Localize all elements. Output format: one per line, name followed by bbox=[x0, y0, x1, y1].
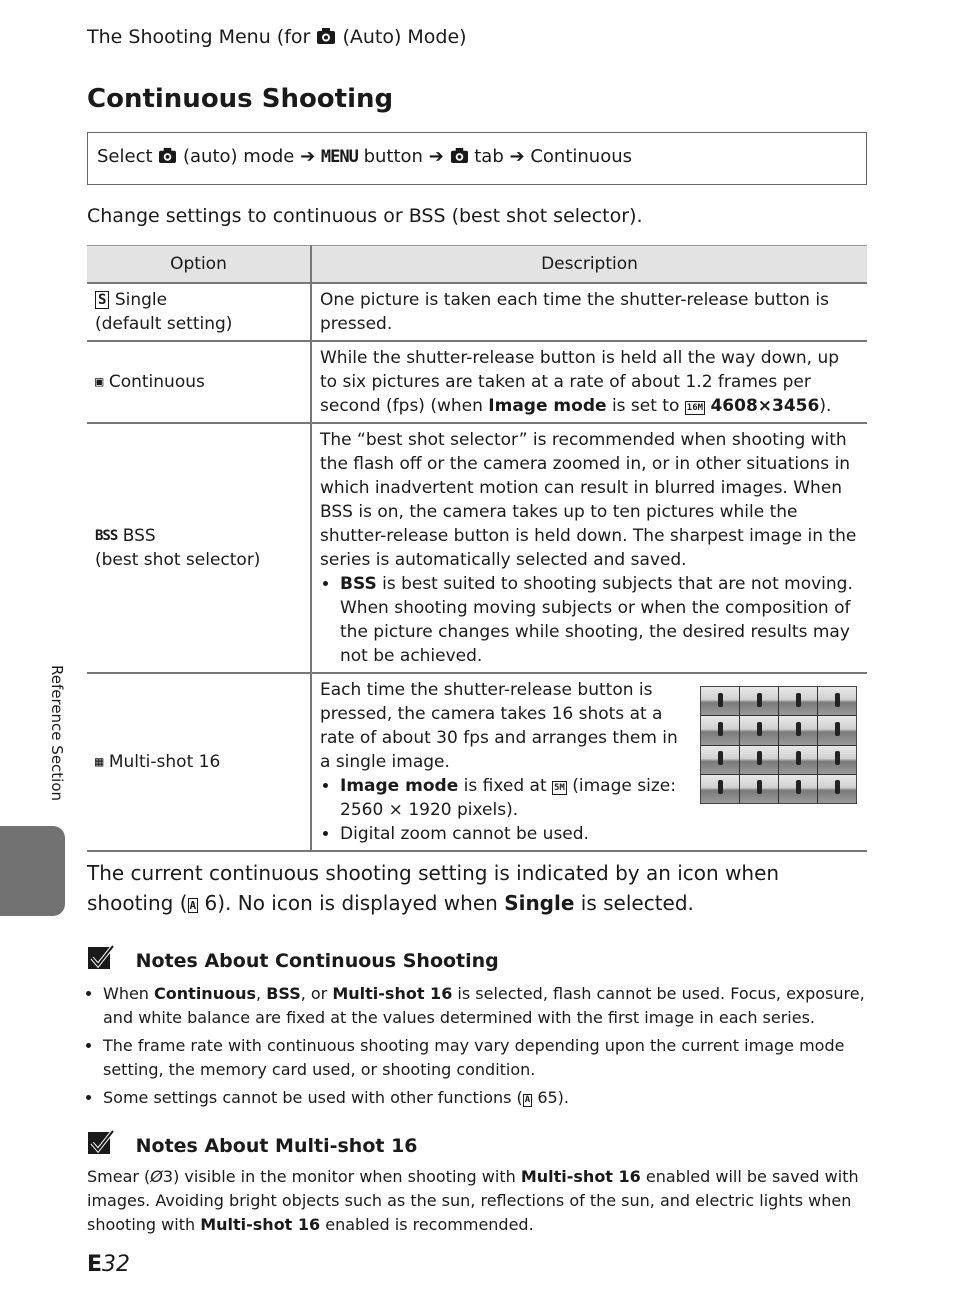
description-cell bbox=[311, 423, 867, 673]
table-row bbox=[87, 423, 867, 673]
intro-text: Change settings to continuous or BSS (best shot selector). bbox=[87, 205, 643, 227]
desc-text: is fixed at bbox=[463, 776, 547, 796]
status-text: The current continuous shooting setting is indicated by an icon when shooting ( bbox=[87, 861, 780, 915]
option-cell bbox=[87, 341, 311, 423]
path-button: button bbox=[363, 146, 423, 167]
list-item: • The frame rate with continuous shooting may vary depending upon the current image mode setting, the memory card used, or shooting condition. bbox=[103, 1034, 893, 1082]
page-number-text: 32 bbox=[102, 1252, 131, 1277]
option-sub: (default setting) bbox=[95, 314, 233, 334]
status-text: is selected. bbox=[580, 891, 694, 915]
option-sub: (best shot selector) bbox=[95, 550, 261, 570]
description-cell bbox=[311, 673, 867, 851]
menu-path-box bbox=[87, 132, 867, 185]
note-bold: Multi-shot 16 bbox=[520, 1167, 641, 1186]
desc-text: The “best shot selector” is recommended when shooting with the flash off or the camera zoomed in, or in other situations in which inadvertent motion can result in blurred images. When BSS is on, the camera takes up to ten pictures while the shutter-release button is held down. The sharpest image in the series is automatically selected and saved. bbox=[320, 430, 857, 570]
status-text: 6). No icon is displayed when bbox=[204, 891, 498, 915]
note-bold: Continuous bbox=[154, 984, 256, 1003]
header-text-before: The Shooting Menu (for bbox=[87, 26, 311, 48]
table-row bbox=[87, 283, 867, 341]
note-heading-text: Notes About Continuous Shooting bbox=[135, 950, 499, 972]
option-label: Multi-shot 16 bbox=[108, 752, 221, 772]
description-cell bbox=[311, 341, 867, 423]
note-text: Smear ( bbox=[87, 1167, 151, 1186]
desc-bold: 4608×3456 bbox=[710, 396, 820, 416]
option-label: BSS bbox=[122, 526, 156, 546]
status-bold: Single bbox=[504, 891, 575, 915]
note-text: enabled is recommended. bbox=[325, 1215, 534, 1234]
desc-text: (image size: 2560 × 1920 pixels). bbox=[340, 776, 676, 820]
smear-reference-icon: Ø bbox=[150, 1167, 163, 1186]
single-mode-icon: S bbox=[95, 291, 109, 309]
desc-bold: Image mode bbox=[340, 776, 459, 796]
desc-text: While the shutter-release button is held all the way down, up to six pictures are taken at a rate of about 1.2 frames per second (fps) (when bbox=[320, 348, 840, 416]
camera-tab-icon bbox=[450, 147, 469, 164]
desc-text: Each time the shutter-release button is pressed, the camera takes 16 shots at a rate of about 30 fps and arranges them in a single image. bbox=[320, 680, 678, 772]
note-text: When bbox=[103, 984, 149, 1003]
note-text: 3) visible in the monitor when shooting with bbox=[162, 1167, 516, 1186]
option-cell bbox=[87, 283, 311, 341]
list-item bbox=[340, 572, 859, 668]
image-size-5m-icon: 5M bbox=[554, 783, 565, 793]
list-item bbox=[340, 774, 690, 822]
path-select: Select bbox=[97, 146, 153, 167]
desc-bold: Image mode bbox=[488, 396, 607, 416]
notes-multishot-text bbox=[87, 1165, 877, 1237]
note-heading-text: Notes About Multi-shot 16 bbox=[135, 1135, 418, 1157]
bullet-list bbox=[320, 774, 690, 846]
section-tab bbox=[0, 826, 65, 916]
path-tab: tab bbox=[474, 146, 504, 167]
note-text: 65). bbox=[537, 1088, 569, 1107]
continuous-mode-icon: ▣ bbox=[95, 374, 104, 390]
header-option: Option bbox=[87, 246, 311, 284]
list-item bbox=[103, 1086, 893, 1110]
bullet-list bbox=[320, 572, 859, 668]
table-header-row bbox=[87, 246, 867, 284]
arrow-right-icon: ➔ bbox=[428, 146, 444, 167]
notes-continuous-list bbox=[87, 982, 893, 1114]
option-label: Single bbox=[114, 290, 168, 310]
check-note-icon bbox=[87, 944, 115, 972]
arrow-right-icon: ➔ bbox=[300, 146, 316, 167]
check-note-icon bbox=[87, 1129, 115, 1157]
menu-button-label: MENU bbox=[320, 147, 358, 167]
path-auto-mode: (auto) mode bbox=[183, 146, 295, 167]
header-text-after: (Auto) Mode) bbox=[342, 26, 467, 48]
note-bold: BSS bbox=[266, 984, 301, 1003]
page-title: Continuous Shooting bbox=[87, 84, 394, 114]
options-table bbox=[87, 245, 867, 852]
notes-multishot-heading bbox=[87, 1129, 418, 1157]
list-item: • Digital zoom cannot be used. bbox=[340, 822, 690, 846]
desc-text: is set to bbox=[611, 396, 680, 416]
note-text: , or bbox=[300, 984, 328, 1003]
book-reference-icon: A bbox=[189, 899, 197, 912]
option-label: Continuous bbox=[108, 372, 205, 392]
running-header bbox=[87, 26, 467, 48]
header-description: Description bbox=[311, 246, 867, 284]
table-row bbox=[87, 673, 867, 851]
camera-icon bbox=[158, 147, 177, 164]
section-side-label: Reference Section bbox=[48, 665, 66, 802]
table-row bbox=[87, 341, 867, 423]
notes-continuous-heading bbox=[87, 944, 499, 972]
note-text: enabled will be saved with images. Avoiding bright objects such as the sun, reflections of the sun, and electric lights when shooting with bbox=[87, 1167, 859, 1234]
note-text: , bbox=[256, 984, 262, 1003]
page-number bbox=[87, 1252, 130, 1277]
status-paragraph bbox=[87, 858, 867, 918]
desc-text: ). bbox=[819, 396, 832, 416]
e-reference-icon: E bbox=[87, 1252, 103, 1277]
multi-shot-sample-image bbox=[700, 686, 857, 804]
desc-text: is best suited to shooting subjects that are not moving. When shooting moving subjects or when the composition of the picture changes while shooting, the desired results may not be achieved. bbox=[340, 574, 853, 666]
option-cell bbox=[87, 423, 311, 673]
description-cell: One picture is taken each time the shutter-release button is pressed. bbox=[311, 283, 867, 341]
image-size-16m-icon: 16M bbox=[686, 403, 704, 413]
arrow-right-icon: ➔ bbox=[509, 146, 525, 167]
desc-bold: BSS bbox=[340, 574, 377, 594]
book-reference-icon: A bbox=[524, 1095, 531, 1105]
note-text: is selected, flash cannot be used. Focus, exposure, and white balance are fixed at the values determined with the first image in each series. bbox=[103, 984, 865, 1027]
note-bold: Multi-shot 16 bbox=[332, 984, 453, 1003]
list-item bbox=[103, 982, 893, 1030]
bss-icon: BSS bbox=[95, 528, 118, 544]
note-bold: Multi-shot 16 bbox=[200, 1215, 321, 1234]
camera-icon bbox=[316, 27, 336, 45]
note-text: Some settings cannot be used with other functions ( bbox=[103, 1088, 523, 1107]
multi-shot-16-icon: ▦ bbox=[95, 754, 104, 770]
option-cell bbox=[87, 673, 311, 851]
path-continuous: Continuous bbox=[530, 146, 632, 167]
